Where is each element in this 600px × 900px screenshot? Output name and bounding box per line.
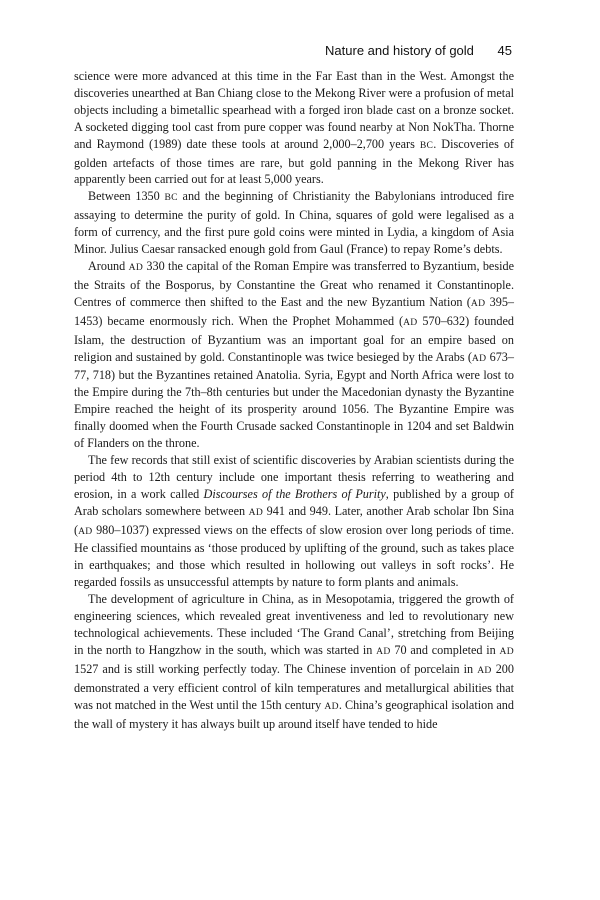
era-abbreviation: BC (419, 139, 434, 151)
era-abbreviation: AD (470, 297, 486, 309)
paragraph (74, 258, 514, 452)
text-run: 395–1453) became enormously rich. When the Prophet Mohammed ( (74, 294, 515, 328)
text-run: . Discoveries of golden artefacts of those times are rare, but gold panning in the Mekong River has apparently been carried out for at least 5,000 years. (74, 136, 514, 187)
text-run: 980–1037) expressed views on the effects of slow erosion over long periods of time. He classified mountains as ‘those produced by uplifting of the ground, such as takes place in earthquakes; and those which resulted in hollowing out valleys in soft rocks’. He regarded fossils as unsuccessful attempts by nature to form plants and animals. (74, 522, 514, 590)
text-run: 570–632) founded Islam, the destruction of Byzantium was an important goal for an empire based on religion and sustained by gold. Constantinople was twice besieged by the Arabs ( (74, 313, 514, 364)
body-text (74, 68, 514, 732)
running-head (325, 43, 512, 58)
text-run: The development of agriculture in China, as in Mesopotamia, triggered the growth of engineering sciences, which revealed great inventiveness and led to revolutionary new technological achievements. These included ‘The Grand Canal’, stretching from Beijing in the north to Hangzhow in the south, which was started in (74, 592, 514, 657)
text-run: Around (88, 258, 129, 273)
text-run: 200 demonstrated a very efficient control of kiln temperatures and metallurgical abilities that was not matched in the West until the 15th century (74, 661, 514, 712)
text-run: . China’s geographical isolation and the wall of mystery it has always built up around itself have tended to hide (74, 697, 514, 731)
page-number: 45 (497, 43, 512, 58)
era-abbreviation: AD (471, 352, 487, 364)
text-run: , published by a group of Arab scholars somewhere between (74, 486, 514, 518)
era-abbreviation: AD (324, 700, 339, 712)
chapter-title: Nature and history of gold (325, 43, 474, 58)
era-abbreviation: AD (499, 645, 514, 657)
era-abbreviation: BC (164, 192, 178, 204)
paragraph (74, 452, 514, 591)
italic-title: Discourses of the Brothers of Purity (203, 486, 386, 501)
era-abbreviation: AD (403, 316, 418, 328)
text-run: 673–77, 718) but the Byzantines retained Anatolia. Syria, Egypt and North Africa were lost to the Empire during the 7th–8th centuries but under the Macedonian dynasty the Byzantine Empire reached the height of its prosperity around 1056. The Byzantine Empire was finally doomed when the Fourth Crusade sacked Constantinople in 1204 and set Baldwin of Flanders on the throne. (74, 349, 514, 451)
text-run: science were more advanced at this time in the Far East than in the West. Amongst the discoveries unearthed at Ban Chiang close to the Mekong River were a profusion of metal objects including a bimetallic spearhead with a forged iron blade cast on a bronze socket. A socketed digging tool cast from pure copper was found nearby at Non NokTha. Thorne and Raymond (1989) date these tools at around 2,000–2,700 years (74, 69, 514, 151)
text-run: and the beginning of Christianity the Babylonians introduced fire assaying to determine the purity of gold. In China, squares of gold were legalised as a form of currency, and the first pure gold coins were minted in Lydia, a kingdom of Asia Minor. Julius Caesar ransacked enough gold from Gaul (France) to repay Rome’s debts. (74, 189, 514, 257)
era-abbreviation: AD (477, 664, 492, 676)
text-run: 941 and 949. Later, another Arab scholar Ibn Sina ( (74, 503, 514, 537)
paragraph (74, 188, 514, 258)
era-abbreviation: AD (128, 261, 144, 273)
text-run: 1527 and is still working perfectly today. The Chinese invention of porcelain in (74, 661, 478, 676)
era-abbreviation: AD (248, 506, 264, 518)
paragraph (74, 591, 514, 732)
era-abbreviation: AD (78, 525, 93, 537)
text-run: The few records that still exist of scientific discoveries by Arabian scientists during the period 4th to 12th century include one important thesis referring to weathering and erosion, in a work called (74, 452, 514, 501)
text-run: 330 the capital of the Roman Empire was transferred to Byzantium, beside the Straits of the Bosporus, by Constantine the Great who renamed it Constantinople. Centres of commerce then shifted to the East and the new Byzantium Nation ( (74, 258, 514, 309)
text-run: Between 1350 (88, 189, 165, 204)
paragraph (74, 68, 514, 188)
era-abbreviation: AD (376, 645, 391, 657)
text-run: 70 and completed in (390, 642, 500, 657)
